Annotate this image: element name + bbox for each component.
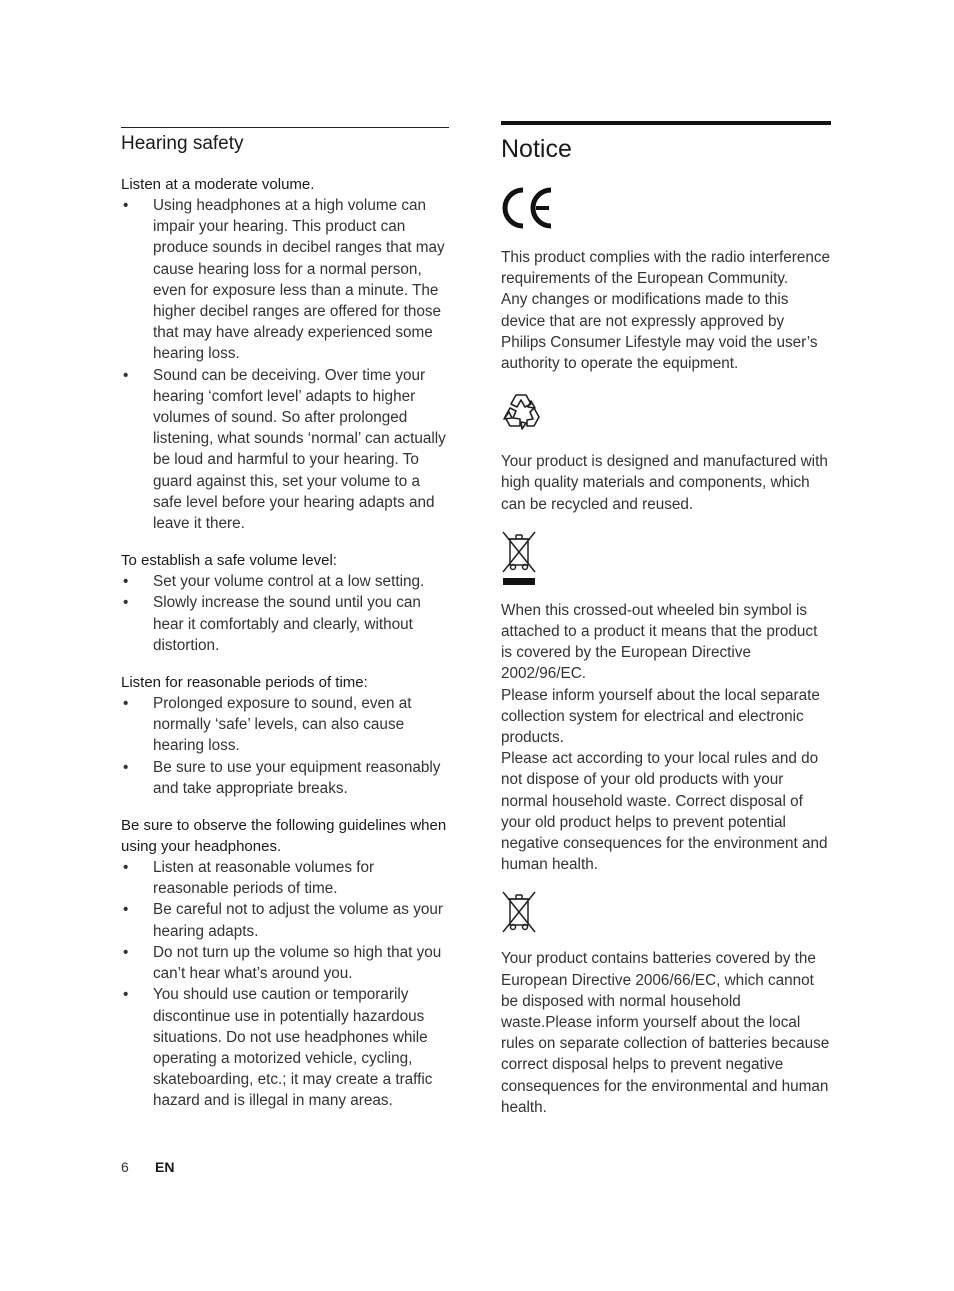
list-item [121, 757, 449, 799]
right-column [501, 121, 831, 1118]
weee-paragraph: When this crossed-out wheeled bin symbol is attached to a product it means that the product is covered by the European Directive 2002/96/EC. [501, 601, 818, 683]
list-item [121, 693, 449, 757]
list-item-text: Using headphones at a high volume can impair your hearing. This product can produce sounds in decibel ranges that may cause hearing loss for a normal person, even for exposure less than a minute. The higher decibel ranges are offered for those that may have already experienced some hearing loss. [153, 197, 445, 363]
bullet-icon: • [123, 573, 129, 591]
list-item-text: Sound can be deceiving. Over time your hearing ‘comfort level’ adapts to higher volumes of sound. So after prolonged listening, what sounds ‘normal’ can actually be loud and harmful to your hearing. To guard against this, set your volume to a safe level before your hearing adapts and leave it there. [153, 366, 446, 533]
bullet-list [121, 195, 449, 534]
list-item [121, 942, 449, 984]
recycle-icon [501, 391, 831, 437]
bullet-list [121, 571, 449, 656]
bullet-icon: • [123, 943, 129, 961]
bullet-icon: • [123, 366, 129, 384]
group-title: Be sure to observe the following guidelines when using your headphones. [121, 817, 447, 856]
left-column [121, 127, 449, 1112]
ce-mark-icon [501, 183, 831, 233]
list-item-text: Be sure to use your equipment reasonably and take appropriate breaks. [153, 758, 441, 797]
list-item-text: Do not turn up the volume so high that you can’t hear what’s around you. [153, 943, 442, 983]
list-item [121, 571, 449, 592]
list-item-text: Slowly increase the sound until you can hear it comfortably and clearly, without distortion. [153, 594, 421, 654]
section-rule [121, 127, 449, 128]
crossed-out-wheeled-bin-icon [501, 890, 831, 934]
list-item-text: You should use caution or temporarily discontinue use in potentially hazardous situations. Do not use headphones while operating a motorized vehicle, cycling, skateboarding, etc.; it may create a traffic hazard and is illegal in many areas. [153, 986, 433, 1110]
bullet-icon: • [123, 695, 129, 713]
section-rule [501, 121, 831, 125]
section-heading-notice: Notice [501, 135, 572, 163]
guideline-group [121, 672, 449, 799]
modification-warning-paragraph: Any changes or modifications made to this device that are not expressly approved by Philips Consumer Lifestyle may void the user’s authority to operate the equipment. [501, 291, 818, 373]
bullet-icon: • [123, 859, 129, 877]
bullet-list [121, 857, 449, 1111]
list-item [121, 365, 449, 535]
weee-disposal-paragraph: Please act according to your local rules and do not dispose of your old products with your normal household waste. Correct disposal of your old product helps to prevent potential negative consequences for the environment and human health. [501, 750, 828, 874]
bullet-icon: • [123, 758, 129, 776]
guideline-group [121, 550, 449, 656]
language-code: EN [155, 1159, 175, 1175]
page-number: 6 [121, 1159, 129, 1175]
ce-compliance-paragraph: This product complies with the radio interference requirements of the European Community. [501, 249, 831, 288]
bullet-icon: • [123, 901, 129, 919]
group-title: To establish a safe volume level: [121, 552, 337, 570]
bullet-icon: • [123, 197, 129, 214]
list-item [121, 195, 449, 365]
guideline-group [121, 174, 449, 534]
list-item-text: Prolonged exposure to sound, even at normally ‘safe’ levels, can also cause hearing loss. [153, 695, 412, 755]
recycling-paragraph: Your product is designed and manufactured with high quality materials and components, which can be recycled and reused. [501, 453, 828, 513]
list-item-text: Be careful not to adjust the volume as your hearing adapts. [153, 901, 443, 940]
group-title: Listen for reasonable periods of time: [121, 674, 368, 692]
list-item-text: Set your volume control at a low setting. [153, 573, 425, 591]
list-item-text: Listen at reasonable volumes for reasonable periods of time. [153, 859, 375, 898]
list-item [121, 857, 449, 899]
battery-paragraph: Your product contains batteries covered by the European Directive 2006/66/EC, which cannot be disposed with normal household waste.Please inform yourself about the local rules on separate collection of batteries because correct disposal helps to prevent negative consequences for the environmental and human health. [501, 950, 830, 1116]
section-heading-hearing-safety: Hearing safety [121, 133, 244, 154]
bullet-list [121, 693, 449, 799]
page-footer [121, 1159, 174, 1175]
bullet-icon: • [123, 986, 129, 1004]
list-item [121, 899, 449, 941]
guideline-group [121, 815, 449, 1111]
list-item [121, 592, 449, 656]
crossed-out-wheeled-bin-icon [501, 530, 831, 586]
bullet-icon: • [123, 594, 129, 612]
weee-collection-paragraph: Please inform yourself about the local separate collection system for electrical and electronic products. [501, 686, 820, 747]
group-title: Listen at a moderate volume. [121, 176, 315, 193]
list-item [121, 984, 449, 1111]
